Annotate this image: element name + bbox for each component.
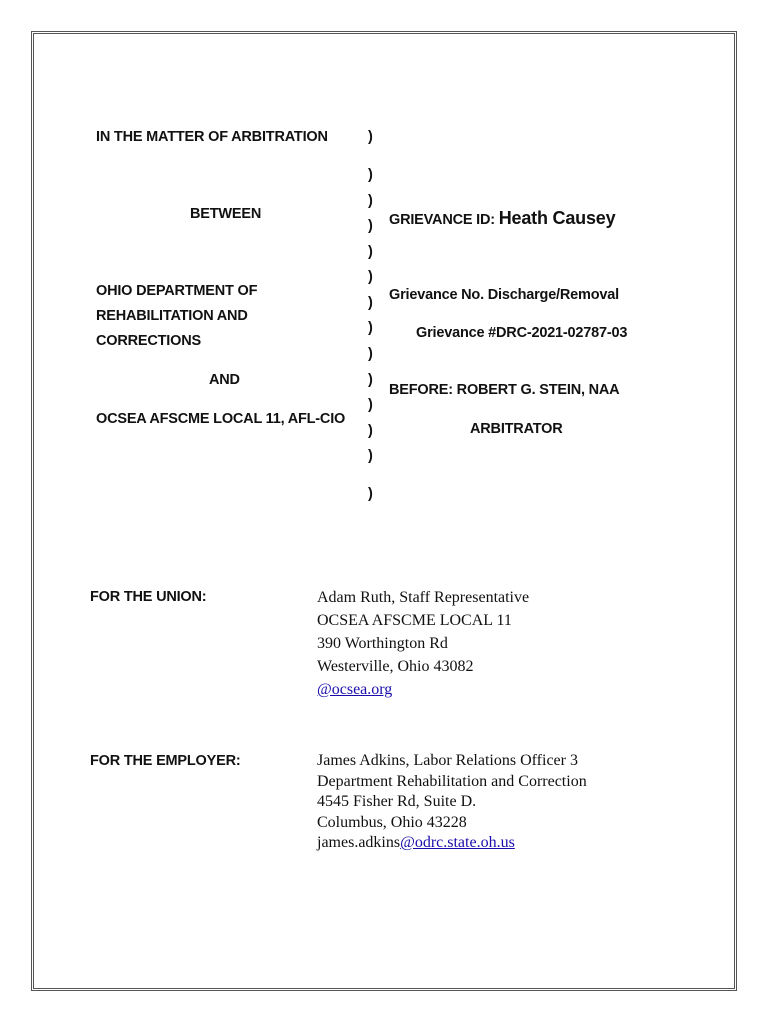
grievance-number: Grievance #DRC-2021-02787-03: [416, 325, 628, 341]
caption-paren: ): [368, 295, 373, 311]
between-label: BETWEEN: [190, 206, 262, 222]
union-street: 390 Worthington Rd: [317, 635, 448, 652]
caption-paren: ): [368, 372, 373, 388]
grievance-id-line: [389, 208, 615, 229]
employer-email-link[interactable]: @odrc.state.oh.us: [400, 834, 515, 851]
union-label: FOR THE UNION:: [90, 589, 207, 605]
employer-contact-block: [317, 751, 587, 854]
union-city: Westerville, Ohio 43082: [317, 658, 474, 675]
caption-paren: ): [368, 167, 373, 183]
union-org: OCSEA AFSCME LOCAL 11: [317, 612, 512, 629]
grievance-id-name: Heath Causey: [498, 208, 616, 228]
party1-line2: REHABILITATION AND: [96, 308, 248, 324]
caption-paren: ): [368, 269, 373, 285]
employer-city: Columbus, Ohio 43228: [317, 813, 467, 831]
arbitrator-title: ARBITRATOR: [470, 421, 563, 437]
caption-paren: ): [368, 320, 373, 336]
party2-name: OCSEA AFSCME LOCAL 11, AFL-CIO: [96, 411, 346, 427]
union-contact-block: [317, 586, 529, 701]
caption-paren: ): [368, 244, 373, 260]
caption-paren: ): [368, 423, 373, 439]
caption-paren: ): [368, 129, 373, 145]
union-rep-name: Adam Ruth, Staff Representative: [317, 589, 530, 606]
caption-paren: ): [368, 486, 373, 502]
employer-email-line: [317, 833, 587, 854]
party1-line3: CORRECTIONS: [96, 333, 201, 349]
and-label: AND: [209, 372, 240, 388]
caption-paren: ): [368, 448, 373, 464]
employer-rep-name: James Adkins, Labor Relations Officer 3: [317, 752, 578, 769]
caption-paren: ): [368, 346, 373, 362]
caption-paren: ): [368, 193, 373, 209]
employer-email-user: james.adkins: [317, 834, 401, 851]
grievance-id-label: GRIEVANCE ID:: [389, 212, 495, 228]
before-arbitrator: BEFORE: ROBERT G. STEIN, NAA: [389, 382, 620, 398]
employer-street: 4545 Fisher Rd, Suite D.: [317, 793, 477, 810]
union-email-link[interactable]: @ocsea.org: [317, 681, 393, 698]
caption-paren: ): [368, 397, 373, 413]
employer-org: Department Rehabilitation and Correction: [317, 772, 587, 790]
caption-paren: ): [368, 218, 373, 234]
employer-label: FOR THE EMPLOYER:: [90, 753, 241, 769]
party1-line1: OHIO DEPARTMENT OF: [96, 283, 258, 299]
grievance-type: Grievance No. Discharge/Removal: [389, 287, 619, 303]
matter-heading: IN THE MATTER OF ARBITRATION: [96, 129, 328, 145]
